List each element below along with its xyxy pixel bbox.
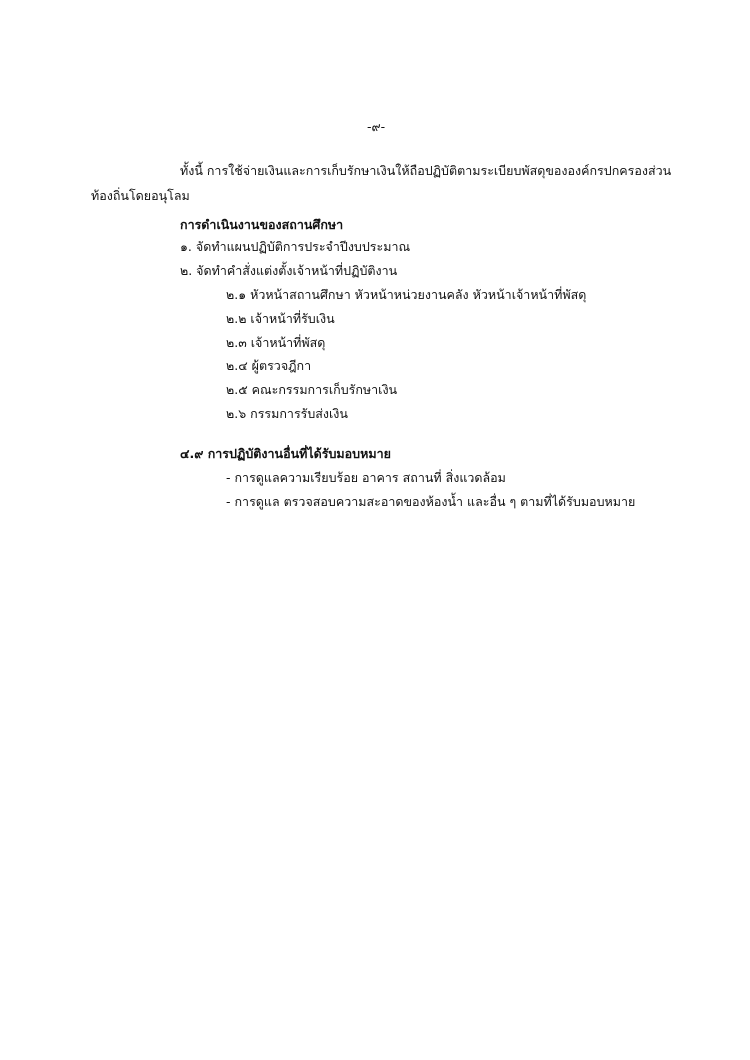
- sub-list-item: ๒.๑ หัวหน้าสถานศึกษา หัวหน้าหน่วยงานคลัง หัวหน้าเจ้าหน้าที่พัสดุ: [226, 287, 587, 302]
- sub-list-item: ๒.๒ เจ้าหน้าที่รับเงิน: [226, 311, 335, 326]
- list-item: ๒. จัดทำคำสั่งแต่งตั้งเจ้าหน้าที่ปฏิบัติงาน: [180, 263, 398, 278]
- page-number: -๙-: [367, 119, 386, 134]
- sub-list-item: ๒.๔ ผู้ตรวจฎีกา: [226, 358, 312, 373]
- intro-paragraph-line-2: ท้องถิ่นโดยอนุโลม: [91, 188, 190, 203]
- school-operations-heading: การดำเนินงานของสถานศึกษา: [180, 217, 344, 232]
- section-4-9-heading: ๔.๙ การปฏิบัติงานอื่นที่ได้รับมอบหมาย: [180, 446, 391, 461]
- bullet-item: - การดูแลความเรียบร้อย อาคาร สถานที่ สิ่งแวดล้อม: [226, 470, 506, 485]
- bullet-item: - การดูแล ตรวจสอบความสะอาดของห้องน้ำ และอื่น ๆ ตามที่ได้รับมอบหมาย: [226, 494, 636, 509]
- list-item: ๑. จัดทำแผนปฏิบัติการประจำปีงบประมาณ: [180, 239, 411, 254]
- intro-paragraph-line-1: ทั้งนี้ การใช้จ่ายเงินและการเก็บรักษาเงินให้ถือปฏิบัติตามระเบียบพัสดุขององค์กรปกครองส่วน: [180, 163, 672, 178]
- sub-list-item: ๒.๕ คณะกรรมการเก็บรักษาเงิน: [226, 382, 398, 397]
- sub-list-item: ๒.๖ กรรมการรับส่งเงิน: [226, 406, 348, 421]
- sub-list-item: ๒.๓ เจ้าหน้าที่พัสดุ: [226, 335, 326, 350]
